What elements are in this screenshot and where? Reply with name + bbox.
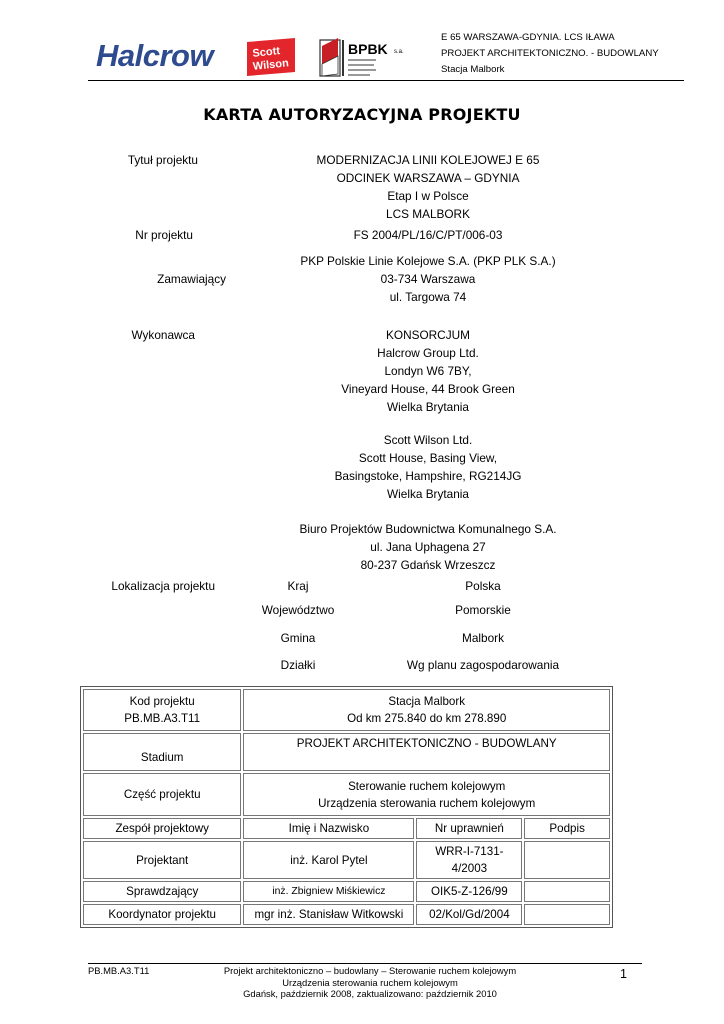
table-header-row [83, 818, 610, 839]
wykonawca-line: Halcrow Group Ltd. [377, 346, 479, 360]
nr-uprawnien-cell: 02/Kol/Gd/2004 [416, 904, 522, 925]
tytul-line: MODERNIZACJA LINII KOLEJOWEJ E 65 [316, 153, 540, 167]
bpbk-logo [318, 36, 418, 80]
wykonawca-line: 80-237 Gdańsk Wrzeszcz [360, 558, 496, 572]
bpbk-logo-suffix: s.a. [394, 49, 404, 55]
bpbk-logo-text: BPBK [348, 41, 388, 57]
stadium-value: PROJEKT ARCHITEKTONICZNO - BUDOWLANY [243, 733, 610, 771]
halcrow-logo: Halcrow [96, 38, 214, 73]
tytul-line: ODCINEK WARSZAWA – GDYNIA [336, 171, 520, 185]
footer-divider [88, 963, 642, 964]
wykonawca-line: Wielka Brytania [387, 400, 469, 414]
zamawiajacy-line: PKP Polskie Linie Kolejowe S.A. (PKP PLK S.A.) [300, 254, 556, 268]
podpis-cell [524, 841, 610, 879]
footer-line: Urządzenia sterowania ruchem kolejowym [282, 976, 458, 988]
nr-uprawnien-cell: WRR-I-7131- 4/2003 [416, 841, 522, 879]
header-info-line-1: E 65 WARSZAWA-GDYNIA. LCS IŁAWA [441, 32, 615, 43]
table-row [83, 733, 610, 771]
name-cell: inż. Zbigniew Miśkiewicz [243, 881, 414, 902]
zamawiajacy-value [226, 252, 630, 306]
page-number: 1 [620, 967, 627, 981]
lokalizacja-key: Działki [280, 658, 316, 672]
column-header: Imię i Nazwisko [243, 818, 414, 839]
scott-wilson-logo-text-1: Scott [251, 45, 281, 60]
zamawiajacy-line: ul. Targowa 74 [389, 290, 467, 304]
table-row [83, 904, 610, 925]
wykonawca-line: Londyn W6 7BY, [384, 364, 472, 378]
scott-wilson-logo [247, 38, 295, 76]
wykonawca-line: Scott Wilson Ltd. [383, 433, 473, 447]
stadium-label: Stadium [83, 733, 241, 771]
name-cell: mgr inż. Stanisław Witkowski [243, 904, 414, 925]
lokalizacja-value: Pomorskie [455, 603, 511, 617]
lokalizacja-key: Kraj [287, 579, 309, 593]
wykonawca-line: Biuro Projektów Budownictwa Komunalnego S.A. [299, 522, 557, 536]
scott-wilson-logo-text-2: Wilson [252, 57, 290, 73]
footer-line: Gdańsk, październik 2008, zaktualizowano: październik 2010 [243, 988, 497, 999]
wykonawca-line: Vineyard House, 44 Brook Green [341, 382, 515, 396]
kod-projektu-value: Stacja Malbork Od km 275.840 do km 278.890 [243, 689, 610, 731]
column-header: Zespół projektowy [83, 818, 241, 839]
footer-description [160, 965, 580, 1000]
wykonawca-line: Wielka Brytania [387, 487, 469, 501]
tytul-label: Tytuł projektu [127, 153, 198, 167]
zamawiajacy-line: 03-734 Warszawa [380, 272, 476, 286]
wykonawca-bpbk [226, 520, 630, 574]
wykonawca-label: Wykonawca [131, 328, 195, 342]
nr-uprawnien-cell: OIK5-Z-126/99 [416, 881, 522, 902]
table-row [83, 773, 610, 816]
zamawiajacy-label: Zamawiający [157, 272, 226, 286]
column-header: Nr uprawnień [416, 818, 522, 839]
lokalizacja-label: Lokalizacja projektu [111, 579, 215, 593]
header-info-line-2: PROJEKT ARCHITEKTONICZNO. - BUDOWLANY [441, 48, 659, 59]
lokalizacja-value: Malbork [462, 631, 504, 645]
wykonawca-line: Basingstoke, Hampshire, RG214JG [334, 469, 522, 483]
table-row [83, 881, 610, 902]
lokalizacja-key: Gmina [280, 631, 316, 645]
authorization-table [80, 686, 613, 928]
tytul-value [256, 151, 600, 223]
footer-line: Projekt architektoniczno – budowlany – Sterowanie ruchem kolejowym [223, 965, 517, 976]
wykonawca-line: KONSORCJUM [386, 328, 470, 342]
table-row [83, 841, 610, 879]
role-cell: Sprawdzający [83, 881, 241, 902]
footer-code: PB.MB.A3.T11 [88, 965, 150, 976]
header-info-line-3: Stacja Malbork [441, 64, 505, 75]
lokalizacja-value: Wg planu zagospodarowania [406, 658, 560, 672]
czesc-projektu-label: Część projektu [83, 773, 241, 816]
nr-projektu-label: Nr projektu [135, 228, 193, 242]
podpis-cell [524, 904, 610, 925]
lokalizacja-key: Województwo [261, 603, 335, 617]
wykonawca-line: Scott House, Basing View, [358, 451, 498, 465]
podpis-cell [524, 881, 610, 902]
nr-projektu-value: FS 2004/PL/16/C/PT/006-03 [353, 228, 503, 242]
tytul-line: LCS MALBORK [386, 207, 470, 221]
role-cell: Projektant [83, 841, 241, 879]
table-row [83, 689, 610, 731]
tytul-line: Etap I w Polsce [387, 189, 469, 203]
lokalizacja-value: Polska [465, 579, 501, 593]
wykonawca-value [226, 326, 630, 416]
page-title: KARTA AUTORYZACYJNA PROJEKTU [203, 105, 521, 124]
wykonawca-line: ul. Jana Uphagena 27 [370, 540, 486, 554]
name-cell: inż. Karol Pytel [243, 841, 414, 879]
kod-projektu-label: Kod projektu PB.MB.A3.T11 [83, 689, 241, 731]
czesc-projektu-value: Sterowanie ruchem kolejowym Urządzenia sterowania ruchem kolejowym [243, 773, 610, 816]
wykonawca-scott-wilson [226, 431, 630, 503]
column-header: Podpis [524, 818, 610, 839]
header-divider [88, 80, 684, 81]
role-cell: Koordynator projektu [83, 904, 241, 925]
